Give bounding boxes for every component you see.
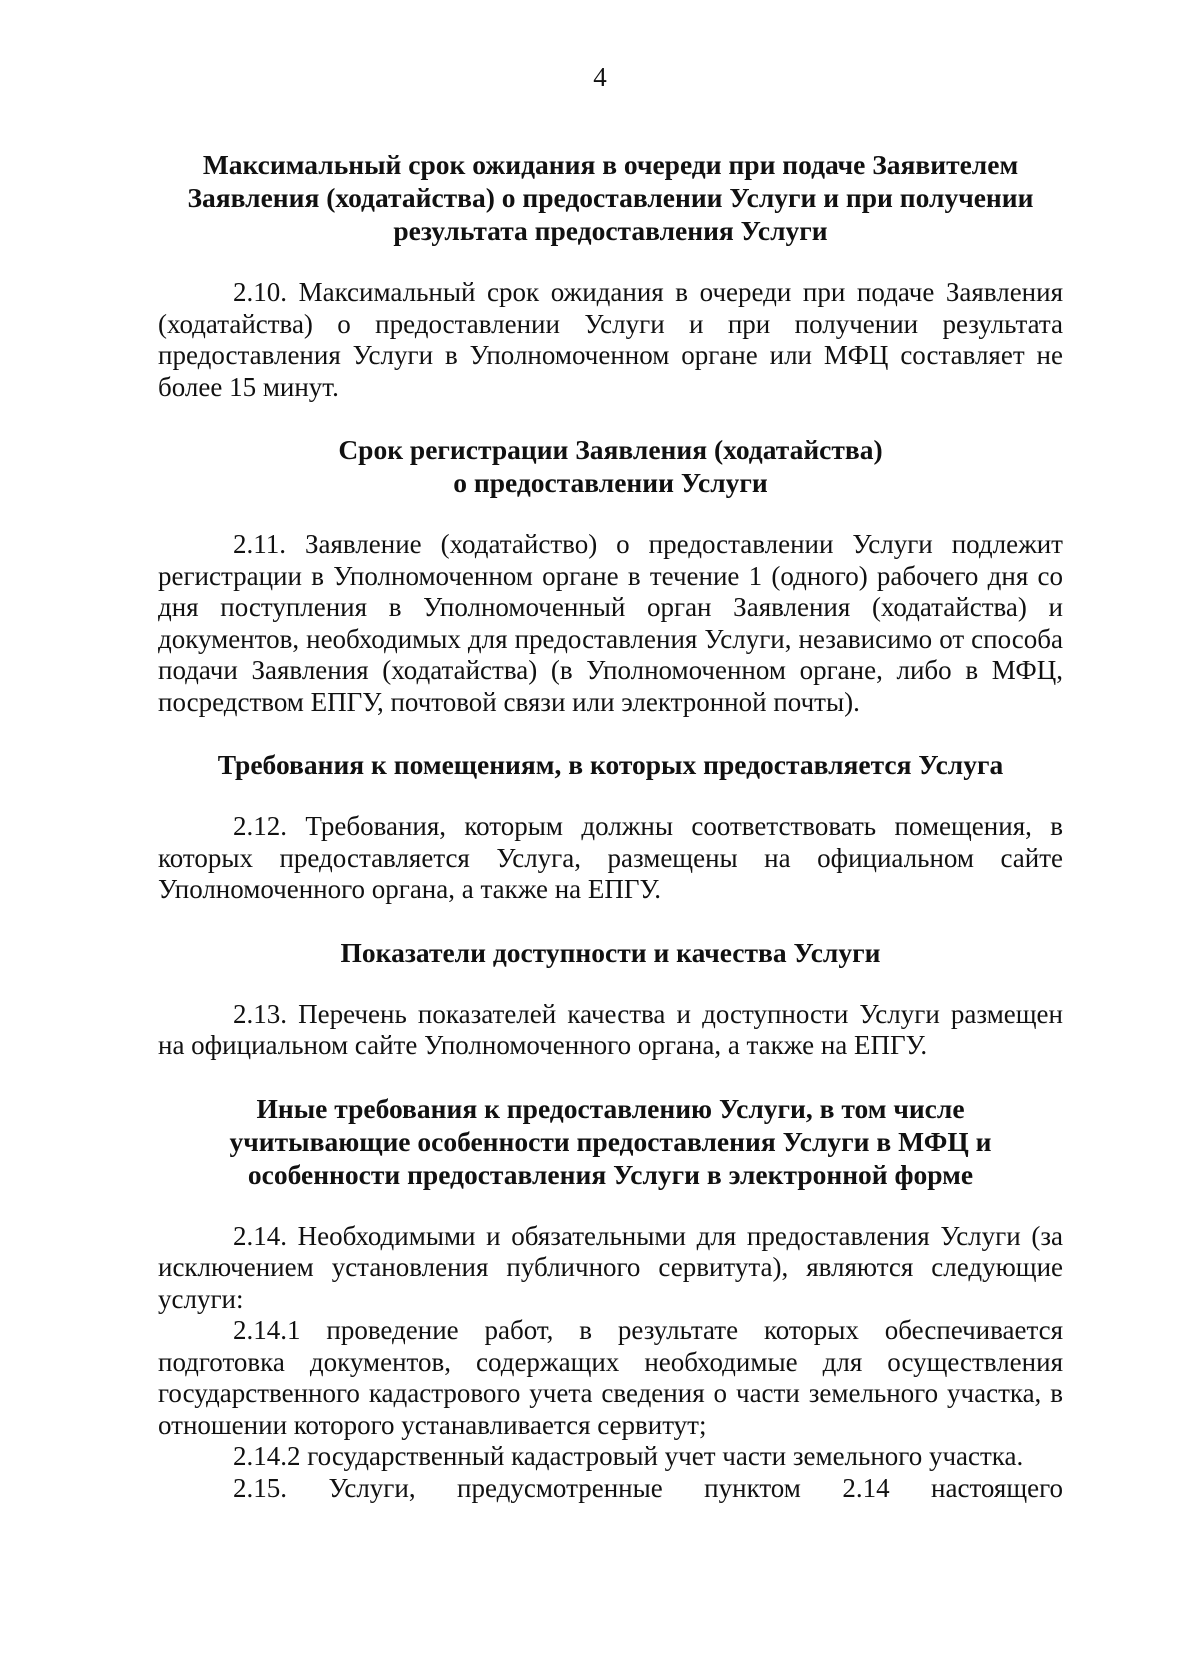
section-heading-registration-line1: Срок регистрации Заявления (ходатайства)	[338, 434, 883, 465]
paragraph-2-10: 2.10. Максимальный срок ожидания в очереди при подаче Заявления (ходатайства) о предоставлении Услуги и при получении результата предоставления Услуги в Уполномоченном органе или МФЦ составляет не более 15 минут.	[158, 277, 1063, 402]
section-heading-queue-time: Максимальный срок ожидания в очереди при подаче Заявителем Заявления (ходатайства) о предоставлении Услуги и при получении результата предоставления Услуги	[187, 149, 1034, 246]
paragraph-2-12: 2.12. Требования, которым должны соответствовать помещения, в которых предоставляется Услуга, размещены на официальном сайте Уполномоченного органа, а также на ЕПГУ.	[158, 811, 1063, 904]
document-body	[158, 148, 1063, 1504]
paragraph-2-14-1: 2.14.1 проведение работ, в результате которых обеспечивается подготовка документов, содержащих необходимые для осуществления государственного кадастрового учета сведения о части земельного участка, в отношении которого устанавливается сервитут;	[158, 1315, 1063, 1440]
page-number: 4	[593, 62, 607, 92]
paragraph-2-11: 2.11. Заявление (ходатайство) о предоставлении Услуги подлежит регистрации в Уполномоченном органе в течение 1 (одного) рабочего дня со дня поступления в Уполномоченный орган Заявления (ходатайства) и документов, необходимых для предоставления Услуги, независимо от способа подачи Заявления (ходатайства) (в Уполномоченном органе, либо в МФЦ, посредством ЕПГУ, почтовой связи или электронной почты).	[158, 529, 1063, 717]
paragraph-2-13: 2.13. Перечень показателей качества и доступности Услуги размещен на официальном сайте Уполномоченного органа, а также на ЕПГУ.	[158, 998, 1063, 1060]
section-heading-accessibility: Показатели доступности и качества Услуги	[340, 936, 881, 968]
section-heading-other-requirements-line3: особенности предоставления Услуги в электронной форме	[247, 1158, 974, 1190]
section-heading-other-requirements-line2: учитывающие особенности предоставления Услуги в МФЦ и	[229, 1125, 992, 1157]
section-heading-premises: Требования к помещениям, в которых предоставляется Услуга	[217, 749, 1004, 780]
section-heading-other-requirements-line1: Иные требования к предоставлению Услуги, в том числе	[256, 1092, 965, 1124]
paragraph-2-14-2: 2.14.2 государственный кадастровый учет части земельного участка.	[233, 1441, 1024, 1471]
paragraph-2-15: 2.15. Услуги, предусмотренные пунктом 2.14 настоящего	[233, 1472, 1063, 1503]
paragraph-2-14: 2.14. Необходимыми и обязательными для предоставления Услуги (за исключением установления публичного сервитута), являются следующие услуги:	[158, 1220, 1063, 1314]
section-heading-registration-line2: о предоставлении Услуги	[453, 467, 768, 498]
